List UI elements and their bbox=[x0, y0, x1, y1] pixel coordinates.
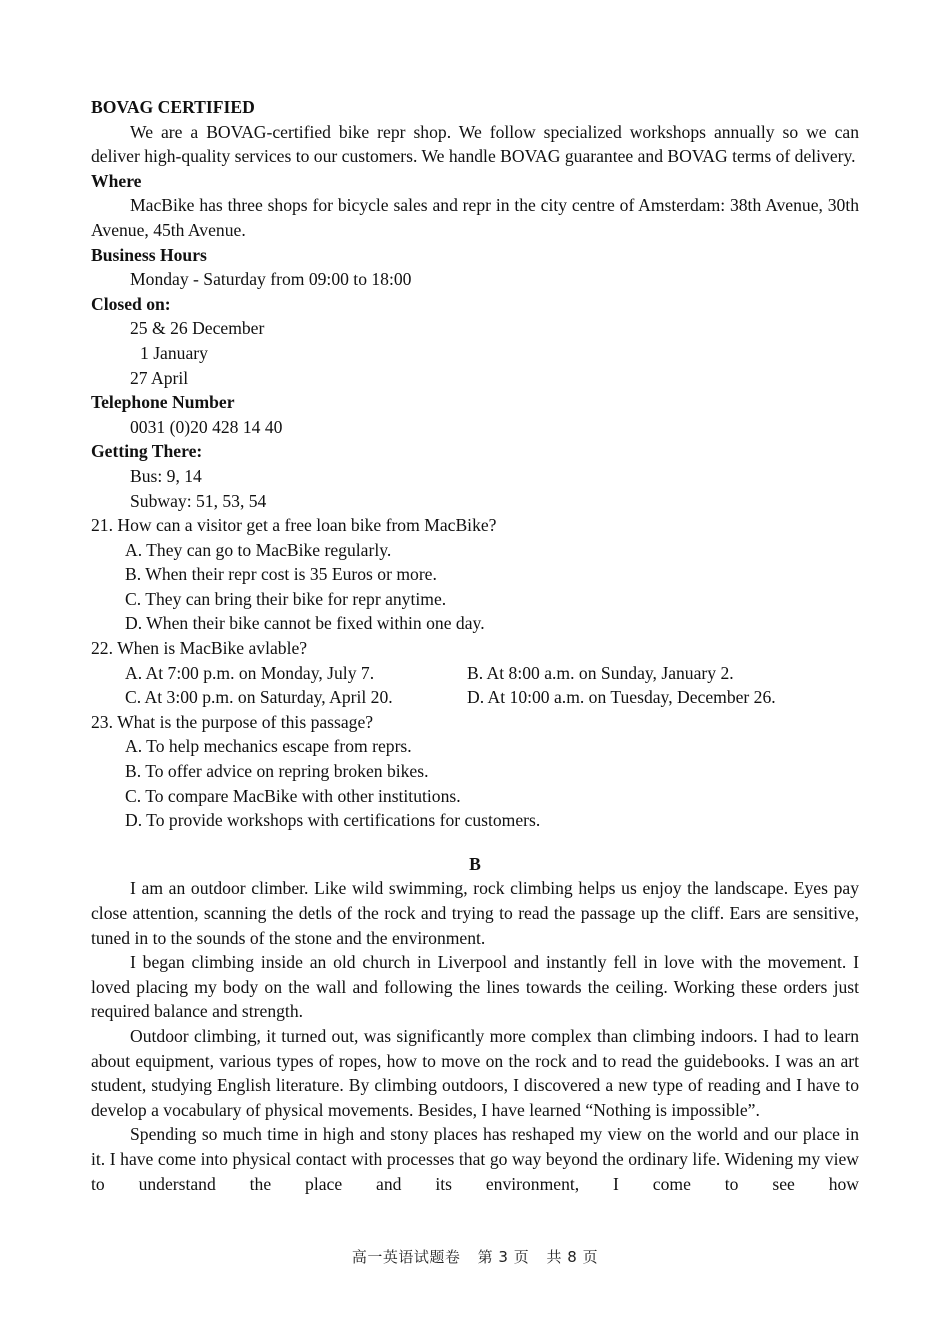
section-b-title: B bbox=[469, 853, 481, 874]
closed-heading: Closed on: bbox=[91, 293, 171, 314]
bovag-heading: BOVAG CERTIFIED bbox=[91, 97, 255, 117]
question-23 bbox=[91, 710, 859, 833]
option-row bbox=[91, 685, 859, 710]
passage-paragraph: Spending so much time in high and stony places has reshaped my view on the world and our place in it. I have come into physical contact with processes that go way beyond the ordinary life. Widening my view to understand the place and its environment, I come to see how bbox=[91, 1124, 859, 1194]
option-d: D. To provide workshops with certifications for customers. bbox=[125, 810, 541, 831]
passage-paragraph: I am an outdoor climber. Like wild swimming, rock climbing helps us enjoy the landscape. Eyes pay close attention, scanning the detls of the rock and trying to read the passage up the cliff. Ears are sensitive, tuned in to the sounds of the stone and the environment. bbox=[91, 878, 859, 948]
option-c: C. To compare MacBike with other institutions. bbox=[125, 785, 461, 806]
subway-routes: Subway: 51, 53, 54 bbox=[130, 490, 267, 511]
option-b: B. At 8:00 a.m. on Sunday, January 2. bbox=[467, 662, 734, 683]
option-a: A. At 7:00 p.m. on Monday, July 7. bbox=[125, 662, 375, 683]
bovag-paragraph: We are a BOVAG-certified bike repr shop. We follow specialized workshops annually so we can deliver high-quality services to our customers. We handle BOVAG guarantee and BOVAG terms of delivery. bbox=[91, 121, 859, 167]
question-stem: 21. How can a visitor get a free loan bike from MacBike? bbox=[91, 515, 497, 536]
question-stem: 22. When is MacBike avlable? bbox=[91, 638, 308, 659]
question-stem: 23. What is the purpose of this passage? bbox=[91, 711, 374, 732]
option-c: C. They can bring their bike for repr anytime. bbox=[125, 588, 447, 609]
hours-heading: Business Hours bbox=[91, 244, 207, 265]
option-b: B. To offer advice on repring broken bikes. bbox=[125, 761, 429, 782]
page-number: 第 3 页 bbox=[477, 1248, 530, 1266]
option-d: D. When their bike cannot be fixed within one day. bbox=[125, 613, 485, 634]
passage-paragraph: I began climbing inside an old church in Liverpool and instantly fell in love with the movement. I loved placing my body on the wall and following the lines towards the ceiling. Working these orders just required balance and strength. bbox=[91, 952, 859, 1022]
option-a: A. They can go to MacBike regularly. bbox=[125, 539, 392, 560]
exam-page bbox=[91, 95, 859, 1196]
option-a: A. To help mechanics escape from reprs. bbox=[125, 736, 412, 757]
telephone-number: 0031 (0)20 428 14 40 bbox=[130, 416, 283, 437]
where-paragraph: MacBike has three shops for bicycle sales and repr in the city centre of Amsterdam: 38th Avenue, 30th Avenue, 45th Avenue. bbox=[91, 195, 859, 240]
option-c: C. At 3:00 p.m. on Saturday, April 20. bbox=[125, 687, 393, 708]
getting-there-heading: Getting There: bbox=[91, 441, 203, 462]
bus-routes: Bus: 9, 14 bbox=[130, 465, 202, 486]
closed-date: 25 & 26 December bbox=[130, 318, 265, 339]
closed-date: 1 January bbox=[140, 342, 208, 363]
where-heading: Where bbox=[91, 170, 142, 191]
option-b: B. When their repr cost is 35 Euros or more. bbox=[125, 564, 437, 585]
option-row bbox=[91, 661, 859, 686]
page-footer bbox=[0, 1246, 950, 1267]
exam-name: 高一英语试题卷 bbox=[351, 1248, 461, 1266]
question-22 bbox=[91, 636, 859, 710]
hours-text: Monday - Saturday from 09:00 to 18:00 bbox=[130, 269, 412, 290]
total-pages: 共 8 页 bbox=[546, 1248, 599, 1266]
option-d: D. At 10:00 a.m. on Tuesday, December 26. bbox=[467, 687, 776, 708]
closed-date: 27 April bbox=[130, 367, 189, 388]
telephone-heading: Telephone Number bbox=[91, 392, 235, 413]
question-21 bbox=[91, 513, 859, 636]
passage-paragraph: Outdoor climbing, it turned out, was significantly more complex than climbing indoors. I had to learn about equipment, various types of ropes, how to move on the rock and to read the guidebooks. I was an art student, studying English literature. By climbing outdoors, I discovered a new type of reading and I have to develop a vocabulary of physical movements. Besides, I have learned “Nothing is impossible”. bbox=[91, 1025, 859, 1120]
